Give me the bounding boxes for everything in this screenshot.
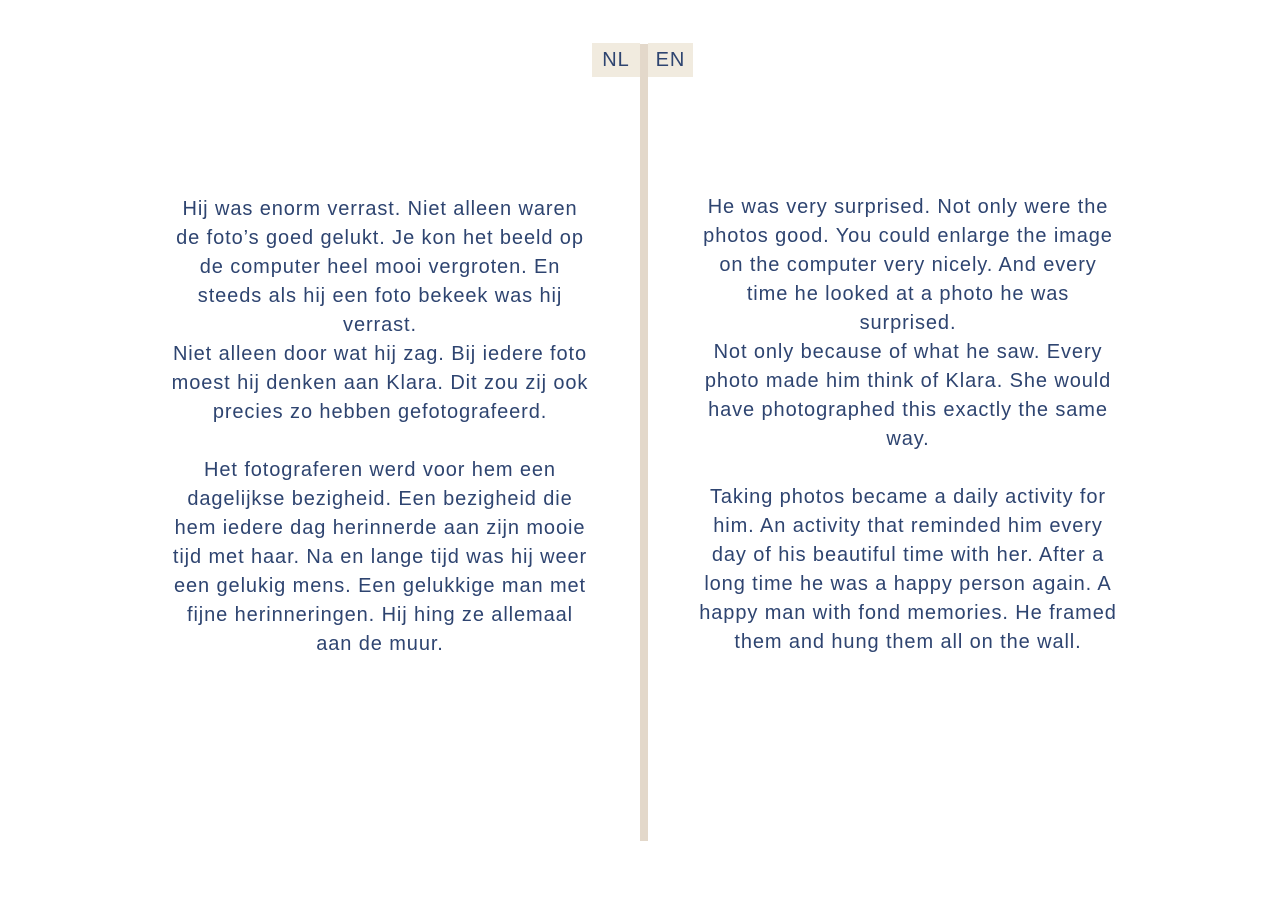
- language-en-button[interactable]: [648, 43, 693, 77]
- center-divider: [640, 44, 648, 841]
- paragraph-spacer: [170, 427, 590, 456]
- language-nl-button[interactable]: [592, 43, 640, 77]
- dutch-text-column: [170, 195, 590, 659]
- english-paragraph-1: He was very surprised. Not only were the photos good. You could enlarge the image on the computer very nicely. And every time he looked at a photo he was surprised.: [703, 196, 1113, 334]
- english-paragraph-3: Taking photos became a daily activity for him. An activity that reminded him every day of his beautiful time with her. After a long time he was a happy person again. A happy man with fond memories. He framed them and hung them all on the wall.: [699, 486, 1117, 653]
- dutch-paragraph-1: Hij was enorm verrast. Niet alleen waren de foto’s goed gelukt. Je kon het beeld op de computer heel mooi vergroten. En steeds als hij een foto bekeek was hij verrast.: [176, 198, 584, 336]
- dutch-paragraph-2: Niet alleen door wat hij zag. Bij iedere foto moest hij denken aan Klara. Dit zou zij ook precies zo hebben gefotografeerd.: [171, 343, 589, 423]
- paragraph-spacer: [698, 454, 1118, 483]
- english-paragraph-2: Not only because of what he saw. Every photo made him think of Klara. She would have photographed this exactly the same way.: [704, 341, 1112, 450]
- language-en-label: EN: [655, 48, 686, 71]
- dutch-paragraph-3: Het fotograferen werd voor hem een dagelijkse bezigheid. Een bezigheid die hem iedere dag herinnerde aan zijn mooie tijd met haar. Na en lange tijd was hij weer een gelukig mens. Een gelukkige man met fijne herinneringen. Hij hing ze allemaal aan de muur.: [172, 459, 588, 655]
- english-text-column: [698, 193, 1118, 657]
- language-nl-label: NL: [602, 48, 630, 71]
